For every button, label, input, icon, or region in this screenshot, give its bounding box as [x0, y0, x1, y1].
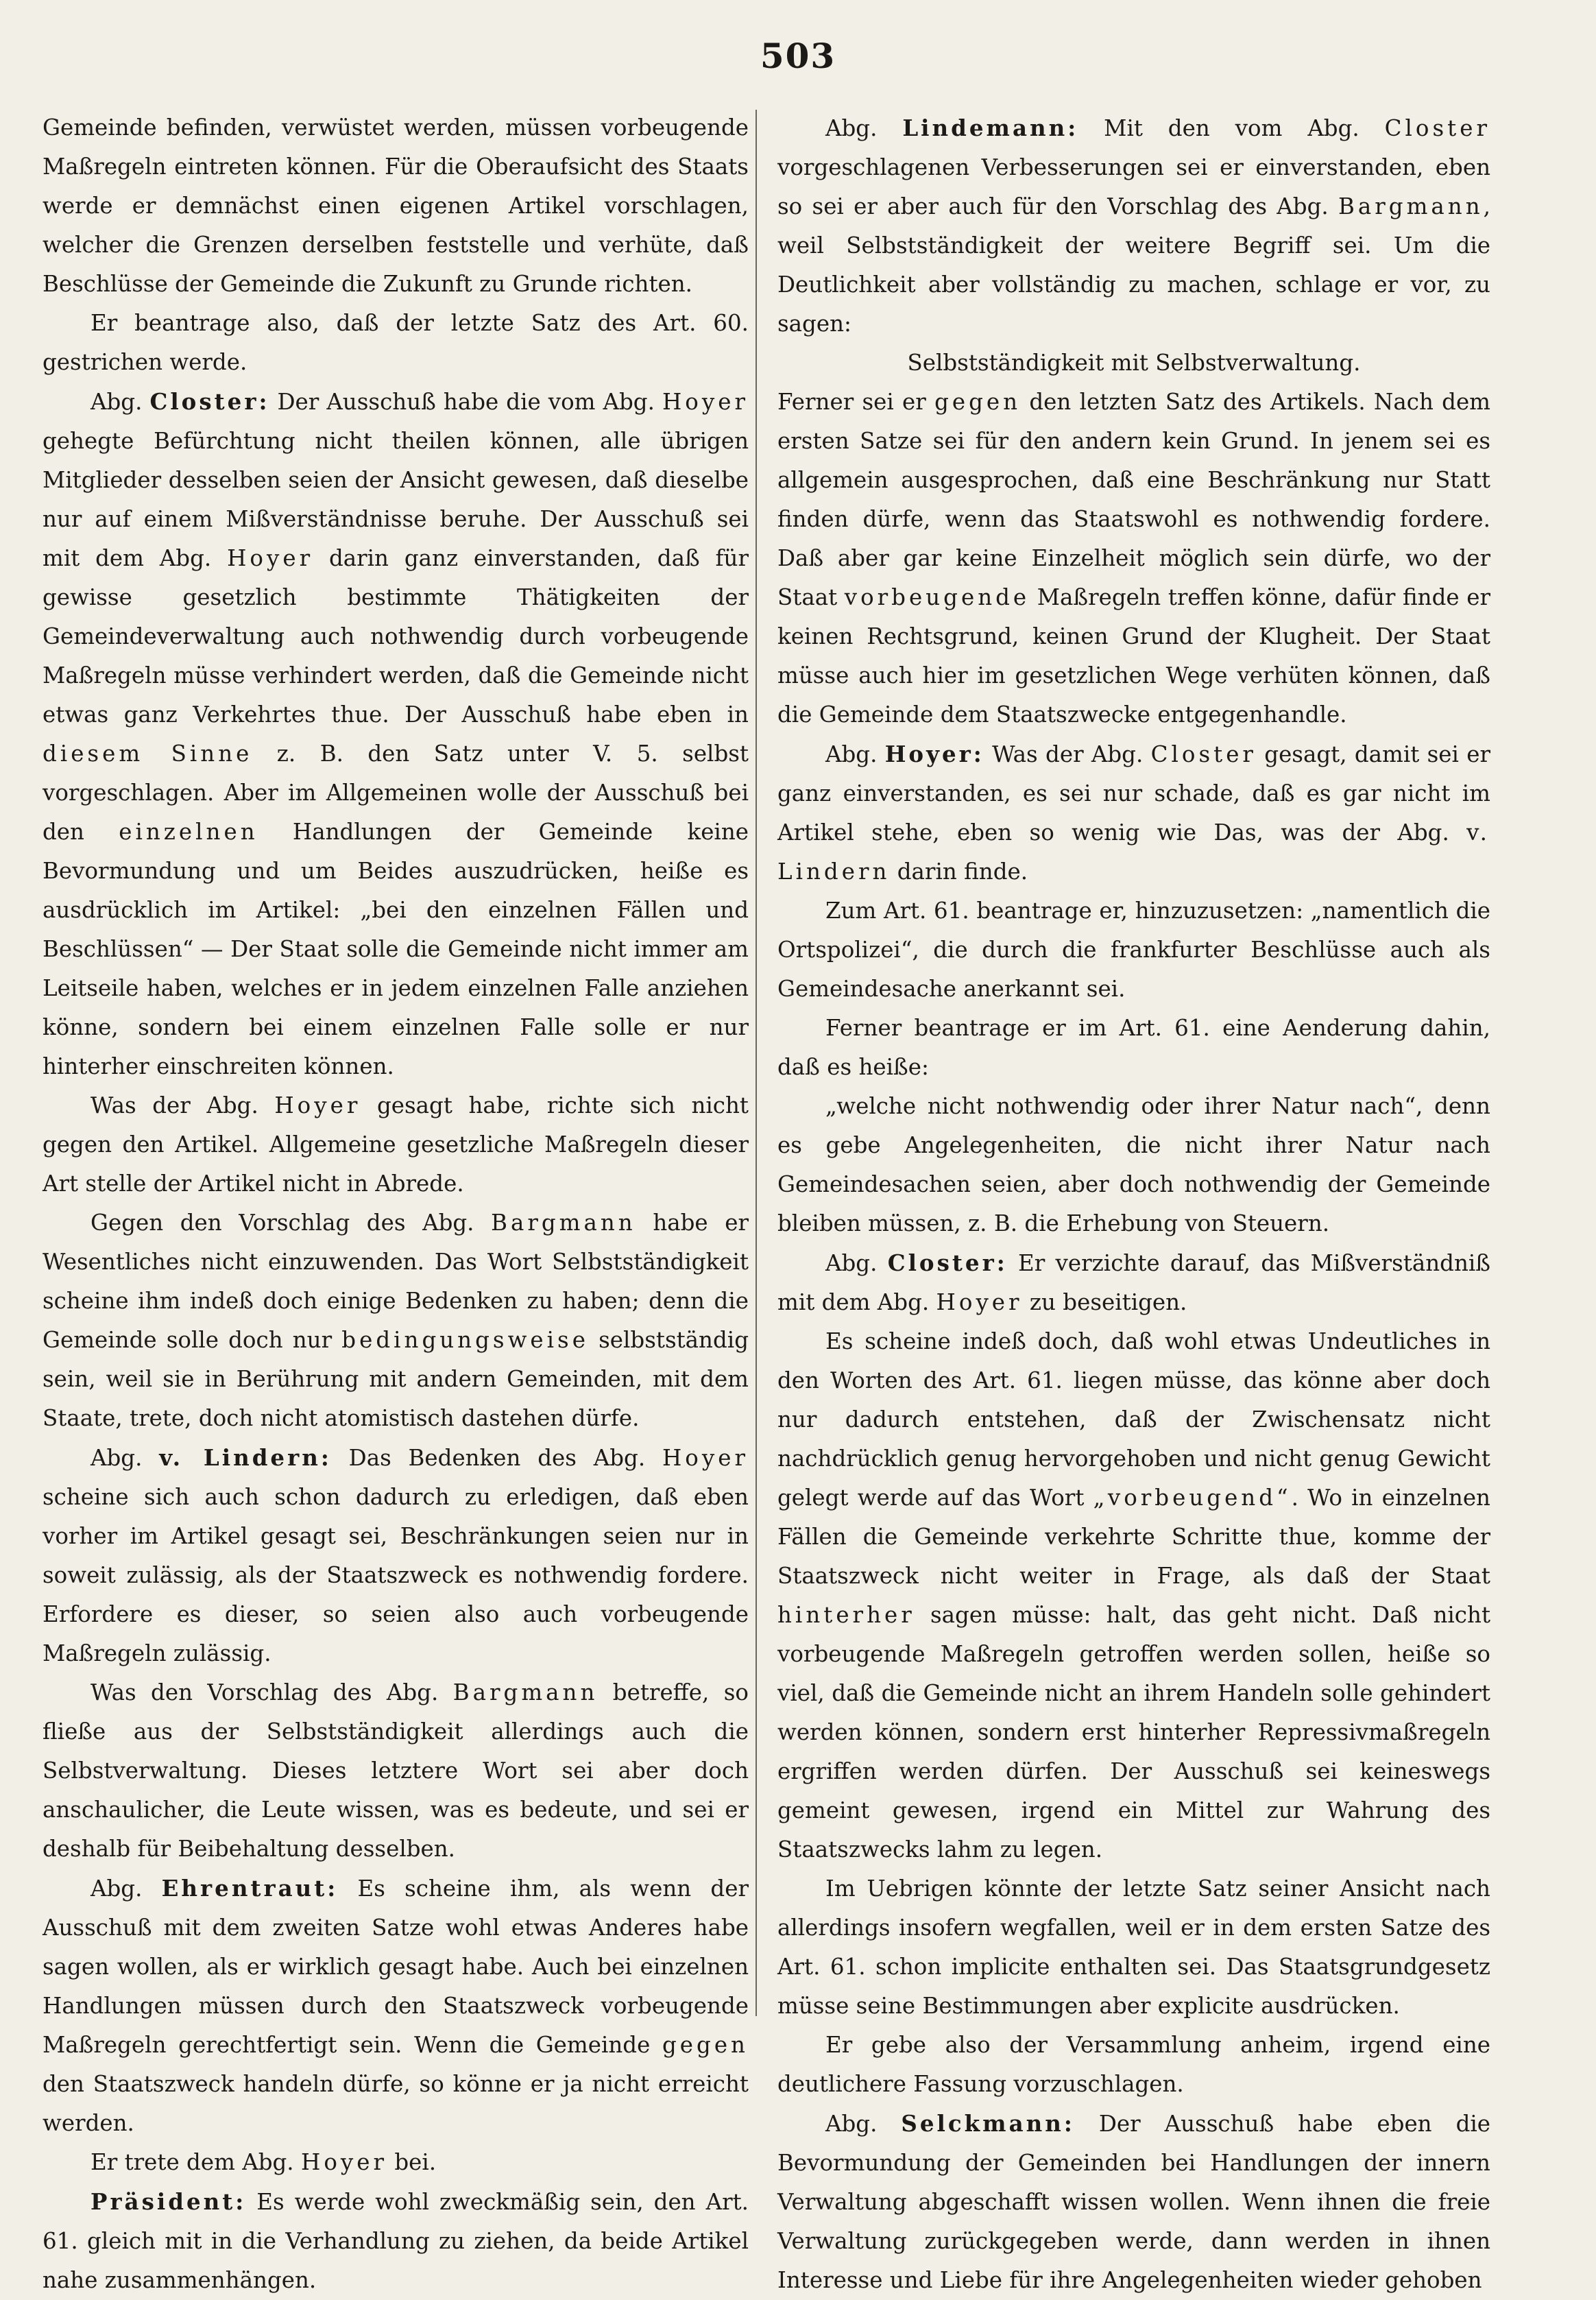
speaker-name: Hoyer:: [884, 741, 984, 767]
paragraph: [43, 382, 749, 1086]
text-run: Er gebe also der Versammlung anheim, irgend eine deutlichere Fassung vorzuschlagen.: [777, 2032, 1490, 2097]
text-run: Im Uebrigen könnte der letzte Satz seiner Ansicht nach allerdings insofern wegfallen, weil er in dem ersten Satze des Art. 61. schon implicite enthalten sei. Das Staatsgrundgesetz müsse seine Bestimmungen aber explicite ausdrücken.: [777, 1876, 1490, 2019]
text-run: Der Ausschuß habe eben die Bevormundung der Gemeinden bei Handlungen der innern Verwaltung abgeschafft wissen wollen. Wenn ihnen die freie Verwaltung zurückgegeben werde, dann werden in ihnen Interesse und Liebe für ihre Angelegenheiten wieder gehoben: [777, 2111, 1490, 2293]
paragraph: [777, 383, 1490, 734]
text-run: darin finde.: [890, 859, 1028, 885]
spaced-name: Hoyer: [274, 1092, 361, 1118]
text-run: Gegen den Vorschlag des Abg.: [90, 1210, 492, 1236]
paragraph: [43, 1438, 749, 1673]
text-run: Es scheine indeß doch, daß wohl etwas Undeutliches in den Worten des Art. 61. liegen müsse, das könne aber doch nur dadurch entstehen, daß der Zwischensatz nicht nachdrücklich genug hervorgehoben und nicht genug Gewicht gelegt werde auf das Wort: [777, 1328, 1490, 1511]
speaker-name: Selckmann:: [901, 2110, 1075, 2137]
text-run: . Wo in einzelnen Fällen die Gemeinde verkehrte Schritte thue, komme der Staatszweck nicht weiter in Frage, als daß der Staat: [777, 1485, 1490, 1589]
paragraph: [777, 1322, 1490, 1869]
speaker-name: Closter:: [887, 1249, 1008, 1276]
paragraph: [777, 1869, 1490, 2026]
text-run: Abg.: [90, 1445, 160, 1471]
text-run: „welche nicht nothwendig oder ihrer Natur nach“, denn es gebe Angelegenheiten, die nicht ihrer Natur nach Gemeindesachen seien, aber doch nothwendig der Gemeinde bleiben müssen, z. B. die Erhebung von Steuern.: [777, 1093, 1490, 1236]
paragraph: [777, 1009, 1490, 1087]
spaced-name: Bargmann: [452, 1679, 598, 1705]
spaced-name: Hoyer: [936, 1289, 1023, 1315]
spaced-name: Hoyer: [662, 389, 749, 415]
text-run: bei.: [387, 2149, 437, 2175]
paragraph: [777, 1087, 1490, 1243]
paragraph: [777, 2026, 1490, 2104]
speaker-name: Präsident:: [90, 2188, 247, 2215]
spaced-name: gegen: [934, 389, 1021, 415]
text-run: scheine sich auch schon dadurch zu erledigen, daß eben vorher im Artikel gesagt sei, Beschränkungen seien nur in soweit zulässig, als der Staatszweck es nothwendig fordere. Erfordere es dieser, so seien also auch vorbeugende Maßregeln zulässig.: [43, 1484, 749, 1666]
centered-line: [777, 344, 1490, 383]
text-run: Abg.: [90, 389, 150, 415]
speaker-name: Ehrentraut:: [161, 1875, 339, 1902]
text-run: Abg.: [825, 115, 903, 141]
text-run: Maßregeln treffen könne, dafür finde er keinen Rechtsgrund, keinen Grund der Klugheit. Der Staat müsse auch hier im gesetzlichen Wege verhüten können, daß die Gemeinde dem Staatszwecke entgegenhandle.: [777, 584, 1490, 728]
spaced-name: Hoyer: [227, 545, 314, 571]
paragraph: [777, 2104, 1490, 2300]
spaced-name: „vorbeugend“: [1093, 1485, 1292, 1511]
text-run: , weil Selbstständigkeit der weitere Begriff sei. Um die Deutlichkeit aber vollständig zu machen, schlage er vor, zu sagen:: [777, 193, 1490, 337]
text-run: Handlungen der Gemeinde keine Bevormundung und um Beides auszudrücken, heiße es ausdrücklich im Artikel: „bei den einzelnen Fällen und Beschlüssen“ — Der Staat solle die Gemeinde nicht immer am Leitseile haben, welches er in jedem einzelnen Falle anziehen könne, sondern bei einem einzelnen Falle solle er nur hinterher einschreiten können.: [43, 819, 749, 1079]
column-divider: [755, 110, 757, 2016]
paragraph: [777, 734, 1490, 891]
paragraph: [43, 108, 749, 304]
text-run: gehegte Befürchtung nicht theilen können, alle übrigen Mitglieder desselben seien der Ansicht gewesen, daß dieselbe nur auf einem Mißverständnisse beruhe. Der Ausschuß sei mit dem Abg.: [43, 428, 749, 571]
text-run: Abg.: [825, 1250, 888, 1276]
spaced-name: Hoyer: [300, 2149, 388, 2175]
text-run: Abg.: [90, 1876, 162, 1902]
spaced-name: Bargmann: [1338, 193, 1484, 219]
paragraph: [777, 1243, 1490, 1322]
spaced-name: einzelnen: [119, 819, 258, 845]
text-run: Was der Abg.: [984, 741, 1151, 767]
spaced-name: Closter: [1150, 741, 1257, 767]
text-run: Selbstständigkeit mit Selbstverwaltung.: [907, 350, 1361, 376]
text-run: Mit den vom Abg.: [1078, 115, 1385, 141]
paragraph: [43, 1869, 749, 2143]
text-run: Was den Vorschlag des Abg.: [90, 1679, 453, 1705]
text-run: Es werde wohl zweckmäßig sein, den Art. 61. gleich mit in die Verhandlung zu ziehen, da beide Artikel nahe zusammenhängen.: [43, 2189, 749, 2293]
text-run: Abg.: [825, 741, 885, 767]
text-run: Ferner sei er: [777, 389, 935, 415]
spaced-name: Bargmann: [491, 1210, 636, 1236]
text-run: Was der Abg.: [90, 1092, 275, 1118]
paragraph: [43, 2143, 749, 2182]
speaker-name: Lindemann:: [902, 115, 1079, 141]
text-run: Der Ausschuß habe die vom Abg.: [269, 389, 662, 415]
text-run: Zum Art. 61. beantrage er, hinzuzusetzen: „namentlich die Ortspolizei“, die durch die frankfurter Beschlüsse auch als Gemeindesache anerkannt sei.: [777, 898, 1490, 1002]
text-run: Gemeinde befinden, verwüstet werden, müssen vorbeugende Maßregeln eintreten können. Für die Oberaufsicht des Staats werde er demnächst einen eigenen Artikel vorschlagen, welcher die Grenzen derselben feststelle und verhüte, daß Beschlüsse der Gemeinde die Zukunft zu Grunde richten.: [43, 115, 749, 297]
text-run: vorgeschlagenen Verbesserungen sei er einverstanden, eben so sei er aber auch für den Vorschlag des Abg.: [777, 154, 1490, 219]
speaker-name: v. Lindern:: [159, 1444, 332, 1471]
spaced-name: bedingungsweise: [341, 1327, 589, 1353]
text-run: darin ganz einverstanden, daß für gewisse gesetzlich bestimmte Thätigkeiten der Gemeindeverwaltung auch nothwendig durch vorbeugende Maßregeln müsse verhindert werden, daß die Gemeinde nicht etwas ganz Verkehrtes thue. Der Ausschuß habe eben in: [43, 545, 749, 728]
spaced-name: hinterher: [777, 1602, 915, 1628]
text-run: sagen müsse: halt, das geht nicht. Daß nicht vorbeugende Maßregeln getroffen werden sollen, heiße so viel, daß die Gemeinde nicht an ihrem Handeln solle gehindert werden können, sondern erst hinterher Repressivmaßregeln ergriffen werden dürfen. Der Ausschuß sei keineswegs gemeint gewesen, irgend ein Mittel zur Wahrung des Staatszwecks lahm zu legen.: [777, 1602, 1490, 1862]
left-column: [43, 108, 749, 2293]
text-run: habe er Wesentliches nicht einzuwenden. Das Wort Selbstständigkeit scheine ihm indeß doch einige Bedenken zu haben; denn die Gemeinde solle doch nur: [43, 1210, 749, 1353]
spaced-name: Closter: [1384, 115, 1490, 141]
text-run: gesagt, damit sei er ganz einverstanden, es sei nur schade, daß es gar nicht im Artikel stehe, eben so wenig wie Das, was der Abg.: [777, 741, 1490, 846]
text-run: den Staatszweck handeln dürfe, so könne er ja nicht erreicht werden.: [43, 2071, 749, 2136]
text-run: Abg.: [825, 2111, 902, 2137]
spaced-name: vorbeugende: [844, 584, 1030, 610]
speaker-name: Closter:: [149, 388, 270, 415]
text-run: z. B. den Satz unter V. 5. selbst vorgeschlagen. Aber im Allgemeinen wolle der Ausschuß bei den: [43, 741, 749, 845]
text-run: gesagt habe, richte sich nicht gegen den Artikel. Allgemeine gesetzliche Maßregeln dieser Art stelle der Artikel nicht in Abrede.: [43, 1092, 749, 1197]
text-run: den letzten Satz des Artikels. Nach dem ersten Satze sei für den andern kein Grund. In jenem sei es allgemein ausgesprochen, daß eine Beschränkung nur Statt finden dürfe, wenn das Staatswohl es nothwendig fordere. Daß aber gar keine Einzelheit möglich sein dürfe, wo der Staat: [777, 389, 1490, 610]
paragraph: [43, 2182, 749, 2300]
text-run: selbstständig sein, weil sie in Berührung mit andern Gemeinden, mit dem Staate, trete, doch nicht atomistisch dastehen dürfe.: [43, 1327, 749, 1431]
text-run: Er verzichte darauf, das Mißverständniß mit dem Abg.: [777, 1250, 1490, 1315]
text-run: zu beseitigen.: [1022, 1289, 1187, 1315]
paragraph: [43, 1086, 749, 1203]
text-run: betreffe, so fließe aus der Selbstständigkeit allerdings auch die Selbstverwaltung. Dieses letztere Wort sei aber doch anschaulicher, die Leute wissen, was es bedeute, und sei er deshalb für Beibehaltung desselben.: [43, 1679, 749, 1862]
text-run: Es scheine ihm, als wenn der Ausschuß mit dem zweiten Satze wohl etwas Anderes habe sagen wollen, als er wirklich gesagt habe. Auch bei einzelnen Handlungen müssen durch den Staatszweck vorbeugende Maßregeln gerechtfertigt sein. Wenn die Gemeinde: [43, 1876, 749, 2058]
page-number: 503: [760, 36, 836, 76]
paragraph: [777, 108, 1490, 344]
paragraph: [777, 891, 1490, 1009]
text-run: Das Bedenken des Abg.: [331, 1445, 662, 1471]
paragraph: [43, 304, 749, 382]
spaced-name: diesem Sinne: [43, 741, 253, 767]
spaced-name: gegen: [662, 2032, 749, 2058]
spaced-name: v. Lindern: [777, 819, 1490, 885]
text-run: Er trete dem Abg.: [90, 2149, 301, 2175]
text-run: Ferner beantrage er im Art. 61. eine Aenderung dahin, daß es heiße:: [777, 1015, 1490, 1080]
text-run: Er beantrage also, daß der letzte Satz des Art. 60. gestrichen werde.: [43, 310, 749, 375]
paragraph: [43, 1673, 749, 1869]
right-column: [777, 108, 1490, 2293]
spaced-name: Hoyer: [662, 1445, 749, 1471]
paragraph: [43, 1203, 749, 1438]
